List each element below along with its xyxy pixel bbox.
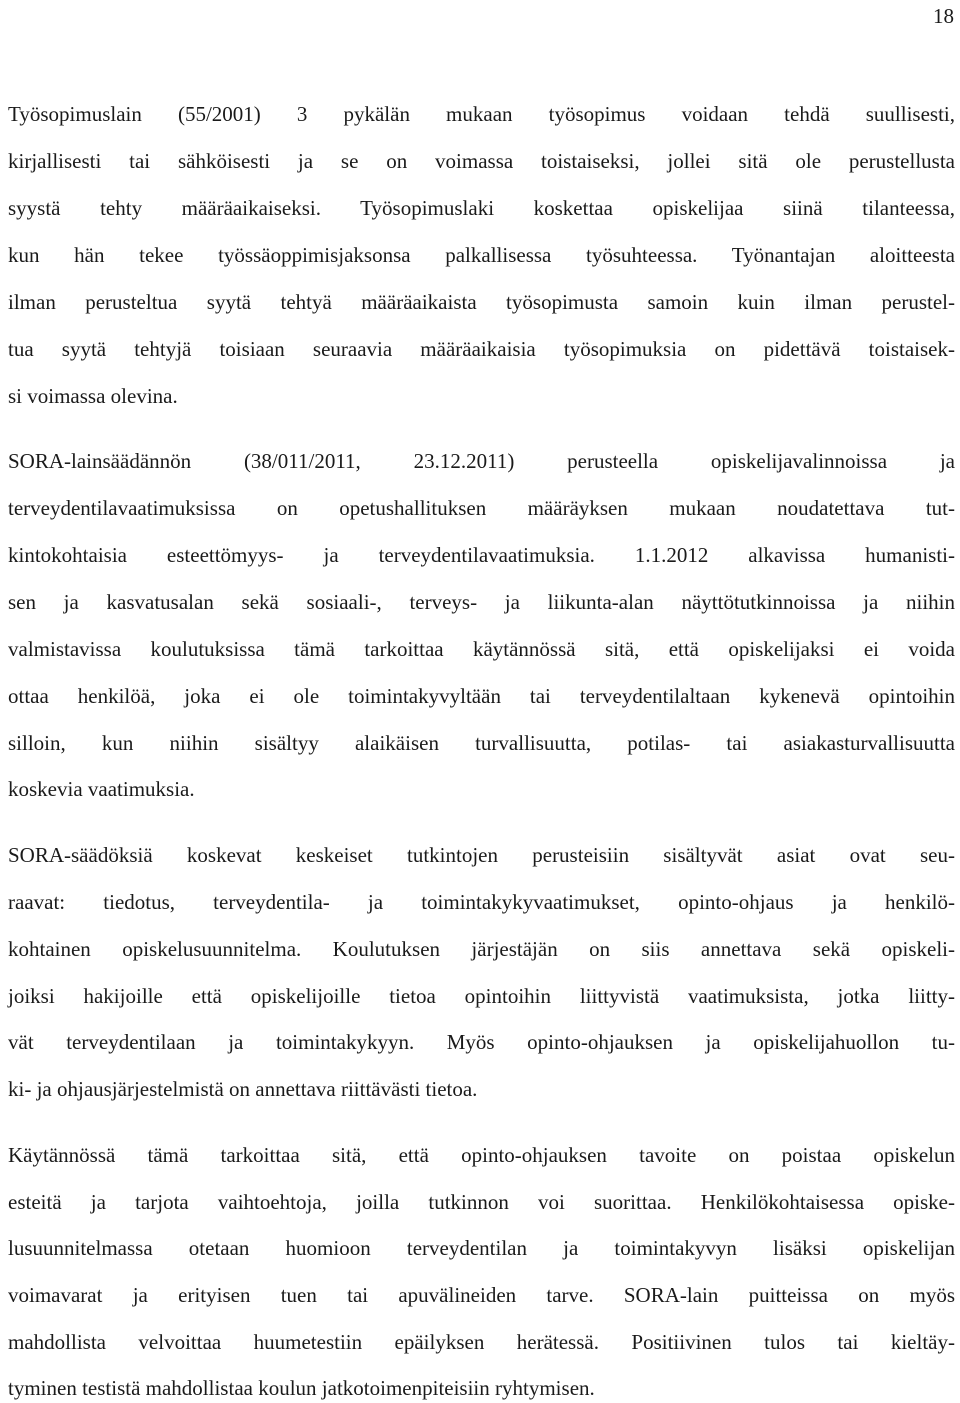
text-line: joiksi hakijoille että opiskelijoille tietoa opintoihin liittyvistä vaatimuksista, jotka liitty- — [8, 984, 955, 1008]
text-line: voimavarat ja erityisen tuen tai apuvälineiden tarve. SORA-lain puitteissa on myös — [8, 1283, 955, 1307]
text-line: kun hän tekee työssäoppimisjaksonsa palkallisessa työsuhteessa. Työnantajan aloitteesta — [8, 243, 955, 267]
text-line: mahdollista velvoittaa huumetestiin epäilyksen herätessä. Positiivinen tulos tai kieltäy- — [8, 1330, 955, 1354]
text-line: sen ja kasvatusalan sekä sosiaali-, terveys- ja liikunta-alan näyttötutkinnoissa ja niihin — [8, 590, 955, 614]
text-line: esteitä ja tarjota vaihtoehtoja, joilla tutkinnon voi suorittaa. Henkilökohtaisessa opiske- — [8, 1190, 955, 1214]
text-line: syystä tehty määräaikaiseksi. Työsopimuslaki koskettaa opiskelijaa siinä tilanteessa, — [8, 196, 955, 220]
text-line: kohtainen opiskelusuunnitelma. Koulutuksen järjestäjän on siis annettava sekä opiskeli- — [8, 937, 955, 961]
text-line: koskevia vaatimuksia. — [8, 777, 195, 801]
page-number: 18 — [933, 4, 954, 28]
text-line: silloin, kun niihin sisältyy alaikäisen turvallisuutta, potilas- tai asiakasturvallisuutta — [8, 731, 955, 755]
text-line: vät terveydentilaan ja toimintakykyyn. Myös opinto-ohjauksen ja opiskelijahuollon tu- — [8, 1030, 955, 1054]
text-line: lusuunnitelmassa otetaan huomioon terveydentilan ja toimintakyvyn lisäksi opiskelijan — [8, 1236, 955, 1260]
text-line: ottaa henkilöä, joka ei ole toimintakyvyltään tai terveydentilaltaan kykenevä opintoihin — [8, 684, 955, 708]
text-line: tyminen testistä mahdollistaa koulun jatkotoimenpiteisiin ryhtymisen. — [8, 1376, 595, 1400]
text-line: Työsopimuslain (55/2001) 3 pykälän mukaan työsopimus voidaan tehdä suullisesti, — [8, 102, 955, 126]
text-line: SORA-lainsäädännön (38/011/2011, 23.12.2011) perusteella opiskelijavalinnoissa ja — [8, 449, 955, 473]
text-line: si voimassa olevina. — [8, 384, 178, 408]
text-line: ilman perusteltua syytä tehtyä määräaikaista työsopimusta samoin kuin ilman perustel- — [8, 290, 955, 314]
text-line: SORA-säädöksiä koskevat keskeiset tutkintojen perusteisiin sisältyvät asiat ovat seu- — [8, 843, 955, 867]
text-line: raavat: tiedotus, terveydentila- ja toimintakykyvaatimukset, opinto-ohjaus ja henkilö- — [8, 890, 955, 914]
text-line: ki- ja ohjausjärjestelmistä on annettava riittävästi tietoa. — [8, 1077, 478, 1101]
text-line: Käytännössä tämä tarkoittaa sitä, että opinto-ohjauksen tavoite on poistaa opiskelun — [8, 1143, 955, 1167]
text-line: kintokohtaisia esteettömyys- ja terveydentilavaatimuksia. 1.1.2012 alkavissa humanisti- — [8, 543, 955, 567]
text-line: tua syytä tehtyjä toisiaan seuraavia määräaikaisia työsopimuksia on pidettävä toistaisek- — [8, 337, 955, 361]
text-line: valmistavissa koulutuksissa tämä tarkoittaa käytännössä sitä, että opiskelijaksi ei voida — [8, 637, 955, 661]
text-line: terveydentilavaatimuksissa on opetushallituksen määräyksen mukaan noudatettava tut- — [8, 496, 955, 520]
text-line: kirjallisesti tai sähköisesti ja se on voimassa toistaiseksi, jollei sitä ole perustellusta — [8, 149, 955, 173]
